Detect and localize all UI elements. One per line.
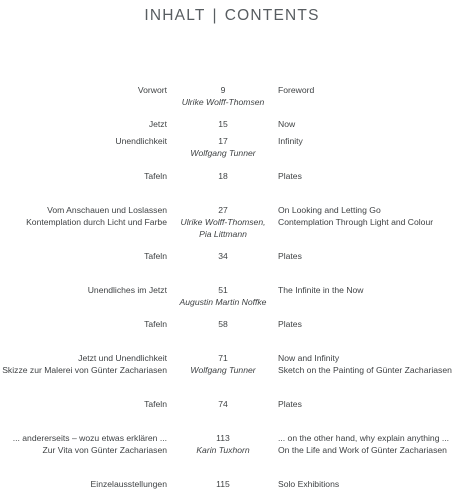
author-name: Ulrike Wolff-Thomsen	[181, 97, 265, 107]
page-and-author	[168, 118, 278, 130]
german-title: Tafeln	[144, 171, 167, 181]
english-title: Plates	[278, 171, 302, 181]
author-name: Wolfgang Tunner	[190, 148, 256, 158]
title-separator: |	[212, 7, 218, 24]
page-and-author	[168, 398, 278, 410]
page-number: 74	[218, 399, 228, 409]
page-and-author	[168, 84, 278, 108]
german-title: Tafeln	[144, 399, 167, 409]
german-title: Vorwort	[137, 85, 167, 95]
page-number: 17	[218, 136, 228, 146]
german-title: Einzelausstellungen	[90, 479, 167, 489]
english-title: ... on the other hand, why explain anything ... On the Life and Work of Günter Zachariasen	[278, 433, 450, 455]
page-number: 27	[218, 205, 228, 215]
page-number: 34	[218, 251, 228, 261]
english-title: Plates	[278, 319, 302, 329]
english-title: The Infinite in the Now	[278, 285, 364, 295]
page-and-author	[168, 352, 278, 376]
english-title: On Looking and Letting Go Contemplation Through Light and Colour	[278, 205, 434, 227]
page-number: 15	[218, 119, 228, 129]
english-title: Now	[278, 119, 296, 129]
page-number: 115	[216, 479, 230, 489]
german-title: Unendliches im Jetzt	[87, 285, 167, 295]
german-title: ... andererseits – wozu etwas erklären ... Zur Vita von Günter Zachariasen	[12, 433, 167, 455]
title-german: INHALT	[144, 7, 206, 24]
page-and-author	[168, 250, 278, 262]
page-and-author	[168, 135, 278, 159]
page-number: 58	[218, 319, 228, 329]
german-title: Jetzt	[148, 119, 167, 129]
author-name: Wolfgang Tunner	[190, 365, 256, 375]
english-title: Now and Infinity Sketch on the Painting of Günter Zachariasen	[278, 353, 452, 375]
german-title: Tafeln	[144, 251, 167, 261]
page-number: 71	[218, 353, 228, 363]
page-and-author	[168, 284, 278, 308]
english-title: Plates	[278, 251, 302, 261]
german-title: Jetzt und Unendlichkeit Skizze zur Malerei von Günter Zachariasen	[2, 353, 167, 375]
title-english: CONTENTS	[224, 7, 320, 24]
german-title: Vom Anschauen und Loslassen Kontemplation durch Licht und Farbe	[26, 205, 167, 227]
page-number: 18	[218, 171, 228, 181]
english-title: Plates	[278, 399, 302, 409]
english-title: Solo Exhibitions	[278, 479, 340, 489]
page-and-author	[168, 170, 278, 182]
page-number: 51	[218, 285, 228, 295]
page-and-author	[168, 318, 278, 330]
english-title: Foreword	[278, 85, 315, 95]
author-name: Pia Littmann	[199, 229, 247, 239]
german-title: Unendlichkeit	[115, 136, 167, 146]
german-title: Tafeln	[144, 319, 167, 329]
page-and-author	[168, 432, 278, 456]
page-and-author	[168, 478, 278, 490]
page-number: 9	[220, 85, 226, 95]
author-name: Karin Tuxhorn	[196, 445, 250, 455]
contents-title	[0, 7, 464, 25]
page-and-author	[168, 204, 278, 240]
page-number: 113	[216, 433, 230, 443]
author-name: Ulrike Wolff-Thomsen,	[180, 217, 266, 227]
author-name: Augustin Martin Noffke	[179, 297, 267, 307]
english-title: Infinity	[278, 136, 303, 146]
